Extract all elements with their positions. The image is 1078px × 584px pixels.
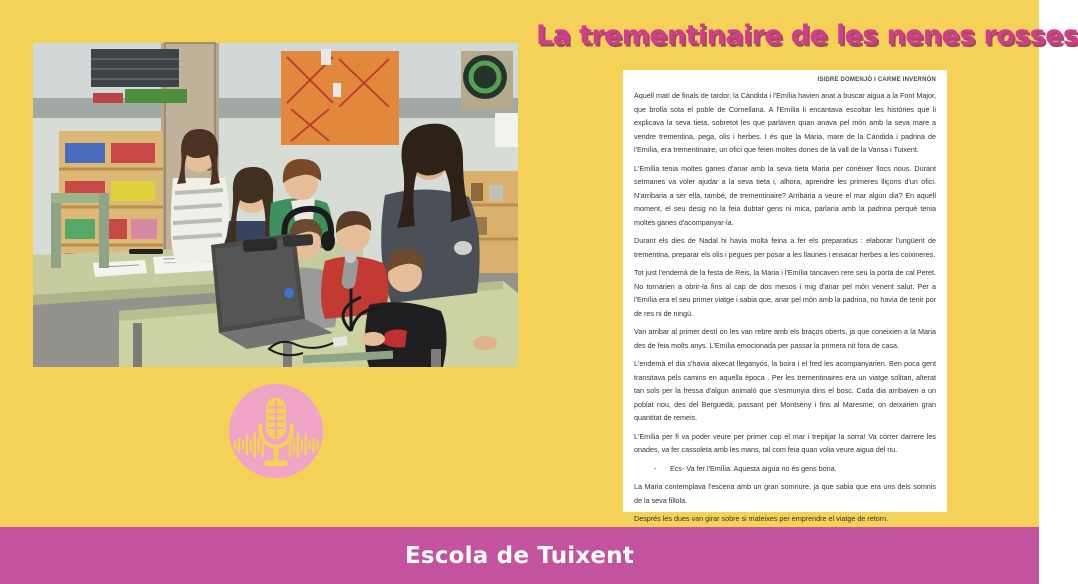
- story-paragraph: Aquell matí de finals de tardor, la Càndida i l'Emília havien anat a buscar aigua a la Font Major, que brolla sota el poble de Cornellana. A l'Emília li encantava escoltar les històries que li explicava la seva tieta, sobretot les que parlaven quan anava pel món amb la seva mare a vendre trementina, pega, olis i herbes. I és que la Maria, mare de la Càndida i padrina de l'Emília, era trementinaire, un ofici que feien moltes dones de la vall de la Vansa i Tuixent.: [634, 91, 936, 154]
- story-dialogue-line: [634, 462, 936, 476]
- author-line: ISIDRE DOMENJÓ I CARME INVERNÓN: [817, 77, 936, 83]
- story-document: [623, 70, 947, 523]
- podcast-badge: [227, 382, 325, 480]
- dialogue-text: Ecs- Va fer l'Emília. Aquesta aigua no és gens bona.: [670, 463, 837, 473]
- classroom-photo-illustration: [33, 43, 518, 367]
- dash-bullet: -: [654, 463, 657, 473]
- story-paragraph: La Maria contemplava l'escena amb un gran somriure, ja que sabia que era uns dels somnis de la seva fillola.: [634, 482, 936, 505]
- story-paragraph: Van arribar al primer destí on les van rebre amb els braços oberts, ja que coneixien a la Maria des de feia molts anys. L'Emília emocionada per passar la primera nit fora de casa.: [634, 327, 936, 350]
- story-paragraph: Durant els dies de Nadal hi havia molta feina a fer els preparatius : elaborar l'ungüent de trementina, preparar els olis i pegues per posar a les llaunes i ensacar herbes a les coixineres.: [634, 236, 936, 259]
- story-paragraph: Després les dues van girar sobre si mateixes per emprendre el viatge de retorn.: [634, 514, 889, 523]
- story-paragraph: L'Emília per fi va poder veure per primer cop el mar i trepitjar la sorra! Va córrer darrere les onades, va fer cassoleta amb les mans, tal com feia quan volia veure aigua del riu.: [634, 431, 936, 454]
- story-paragraph: L'endemà el dia s'havia aixecat lleganyós, la boira i el fred les acompanyarien. Ben poca gent transitava pels camins en aquella època . Per les trementinaires era un viatge solitari, alterat tan sols per la fressa d'algun animaló que s'esmunyia dins el bosc. Cada dia arribaven a un poblat nou, des del Berguedà, passant per Montseny i fins al Maresme, on deixarien gran quantitat de remeis.: [634, 359, 936, 422]
- classroom-photo: [33, 43, 518, 367]
- story-paragraph: L'Emília tenia moltes ganes d'anar amb la seva tieta Maria per conèixer llocs nous. Durant setmanes va voler ajudar a la seva tieta i, alhora, aprendre les primeres lliçons d'un ofici. N'arribaria a ser ella, també, de trementinaire? Arribaria a veure el mar algun dia? En aquell moment, el seu desig no la feia dubtar gens ni mica, parlaria amb la padrina perquè tenia moltes ganes d'acompanyar-la.: [634, 163, 936, 227]
- footer-school-name: Escola de Tuixent: [405, 542, 634, 569]
- page-title: La trementinaire de les nenes rosses: [536, 20, 1078, 51]
- footer-bar: [0, 527, 1039, 584]
- story-paragraph: Tot just l'endemà de la festa de Reis, la Maria i l'Emília tancaven rere seu la porta de cal Peret. No tornarien a obrir-la fins al cap de dos mesos i mig d'anar pel món venent salut. Per a l'Emília era el seu primer viatge i sabia que, anar pel món amb la padrina, no havia de tenir por de res ni de ningú.: [634, 268, 936, 318]
- microphone-icon: [227, 382, 325, 480]
